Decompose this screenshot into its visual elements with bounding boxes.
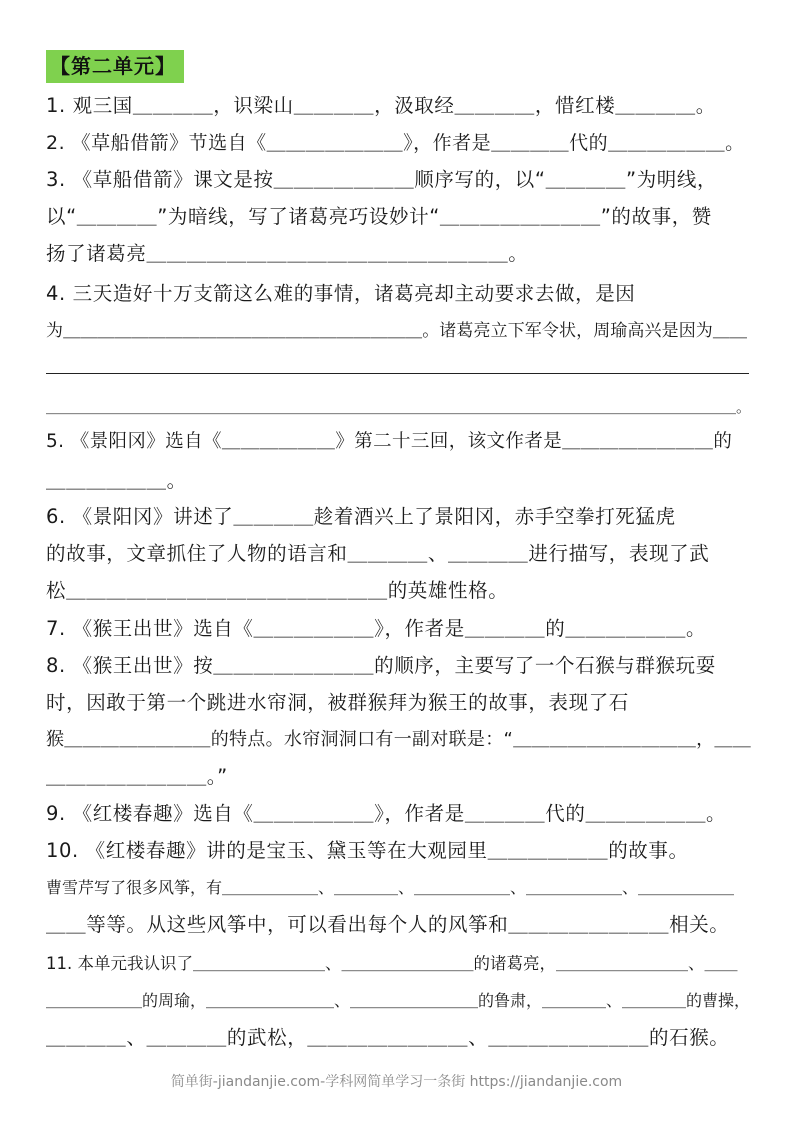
question-line: 猴＿＿＿＿＿＿＿＿的特点。水帘洞洞口有一副对联是：“＿＿＿＿＿＿＿＿＿＿，＿＿ bbox=[46, 729, 752, 750]
question-line: ＿＿＿＿＿＿＿＿。” bbox=[46, 765, 228, 788]
question-line: 4. 三天造好十万支箭这么难的事情，诸葛亮却主动要求去做，是因 bbox=[46, 282, 636, 305]
question-line: 以“＿＿＿＿”为暗线，写了诸葛亮巧设妙计“＿＿＿＿＿＿＿＿”的故事，赞 bbox=[46, 205, 712, 228]
question-line: ＿＿＿＿＿＿。 bbox=[46, 469, 187, 492]
question-line: 5. 《景阳冈》选自《＿＿＿＿＿＿》第二十三回，该文作者是＿＿＿＿＿＿＿＿的 bbox=[46, 431, 733, 452]
question-line: 曹雪芹写了很多风筝，有＿＿＿＿＿＿、＿＿＿＿、＿＿＿＿＿＿、＿＿＿＿＿＿、＿＿＿＿＿＿ bbox=[46, 878, 735, 897]
question-line: 7. 《猴王出世》选自《＿＿＿＿＿＿》，作者是＿＿＿＿的＿＿＿＿＿＿。 bbox=[46, 617, 707, 640]
question-line: 11. 本单元我认识了＿＿＿＿＿＿＿＿、＿＿＿＿＿＿＿＿的诸葛亮，＿＿＿＿＿＿＿＿、＿＿ bbox=[46, 954, 738, 973]
question-line: 8. 《猴王出世》按＿＿＿＿＿＿＿＿的顺序，主要写了一个石猴与群猴玩耍 bbox=[46, 654, 716, 677]
question-line: 松＿＿＿＿＿＿＿＿＿＿＿＿＿＿＿＿的英雄性格。 bbox=[46, 579, 509, 602]
question-line: 2. 《草船借箭》节选自《＿＿＿＿＿＿＿》，作者是＿＿＿＿代的＿＿＿＿＿＿。 bbox=[46, 132, 745, 154]
question-line: 9. 《红楼春趣》选自《＿＿＿＿＿＿》，作者是＿＿＿＿代的＿＿＿＿＿＿。 bbox=[46, 802, 727, 825]
question-line: ＿＿等等。从这些风筝中，可以看出每个人的风筝和＿＿＿＿＿＿＿＿相关。 bbox=[46, 913, 730, 936]
question-line: ＿＿＿＿＿＿＿＿＿＿＿＿＿＿＿＿＿＿＿＿＿＿＿＿＿＿＿＿＿＿＿＿＿＿＿＿＿＿＿＿＿＿＿＿＿＿。 bbox=[46, 398, 752, 416]
unit-title: 【第二单元】 bbox=[46, 50, 184, 83]
question-line: 10. 《红楼春趣》讲的是宝玉、黛玉等在大观园里＿＿＿＿＿＿的故事。 bbox=[46, 839, 689, 862]
question-line: 6. 《景阳冈》讲述了＿＿＿＿趁着酒兴上了景阳冈，赤手空拳打死猛虎 bbox=[46, 505, 676, 528]
question-line: 扬了诸葛亮＿＿＿＿＿＿＿＿＿＿＿＿＿＿＿＿＿＿。 bbox=[46, 242, 529, 265]
page-footer: 简单街-jiandanjie.com-学科网简单学习一条街 https://jiandanjie.com bbox=[170, 1074, 623, 1090]
question-line: 1. 观三国＿＿＿＿，识梁山＿＿＿＿，汲取经＿＿＿＿，惜红楼＿＿＿＿。 bbox=[46, 94, 716, 117]
question-line: 时，因敢于第一个跳进水帘洞，被群猴拜为猴王的故事，表现了石 bbox=[46, 691, 629, 714]
question-line: 为＿＿＿＿＿＿＿＿＿＿＿＿＿＿＿＿＿＿＿＿＿。诸葛亮立下军令状，周瑜高兴是因为＿＿ bbox=[46, 321, 748, 341]
question-line: 3. 《草船借箭》课文是按＿＿＿＿＿＿＿顺序写的，以“＿＿＿＿”为明线， bbox=[46, 168, 718, 191]
answer-rule bbox=[46, 373, 749, 374]
question-line: ＿＿＿＿＿＿的周瑜，＿＿＿＿＿＿＿＿、＿＿＿＿＿＿＿＿的鲁肃，＿＿＿＿、＿＿＿＿的曹操， bbox=[46, 991, 751, 1010]
question-line: 的故事，文章抓住了人物的语言和＿＿＿＿、＿＿＿＿进行描写，表现了武 bbox=[46, 542, 710, 565]
question-line: ＿＿＿＿、＿＿＿＿的武松，＿＿＿＿＿＿＿＿、＿＿＿＿＿＿＿＿的石猴。 bbox=[46, 1026, 730, 1049]
